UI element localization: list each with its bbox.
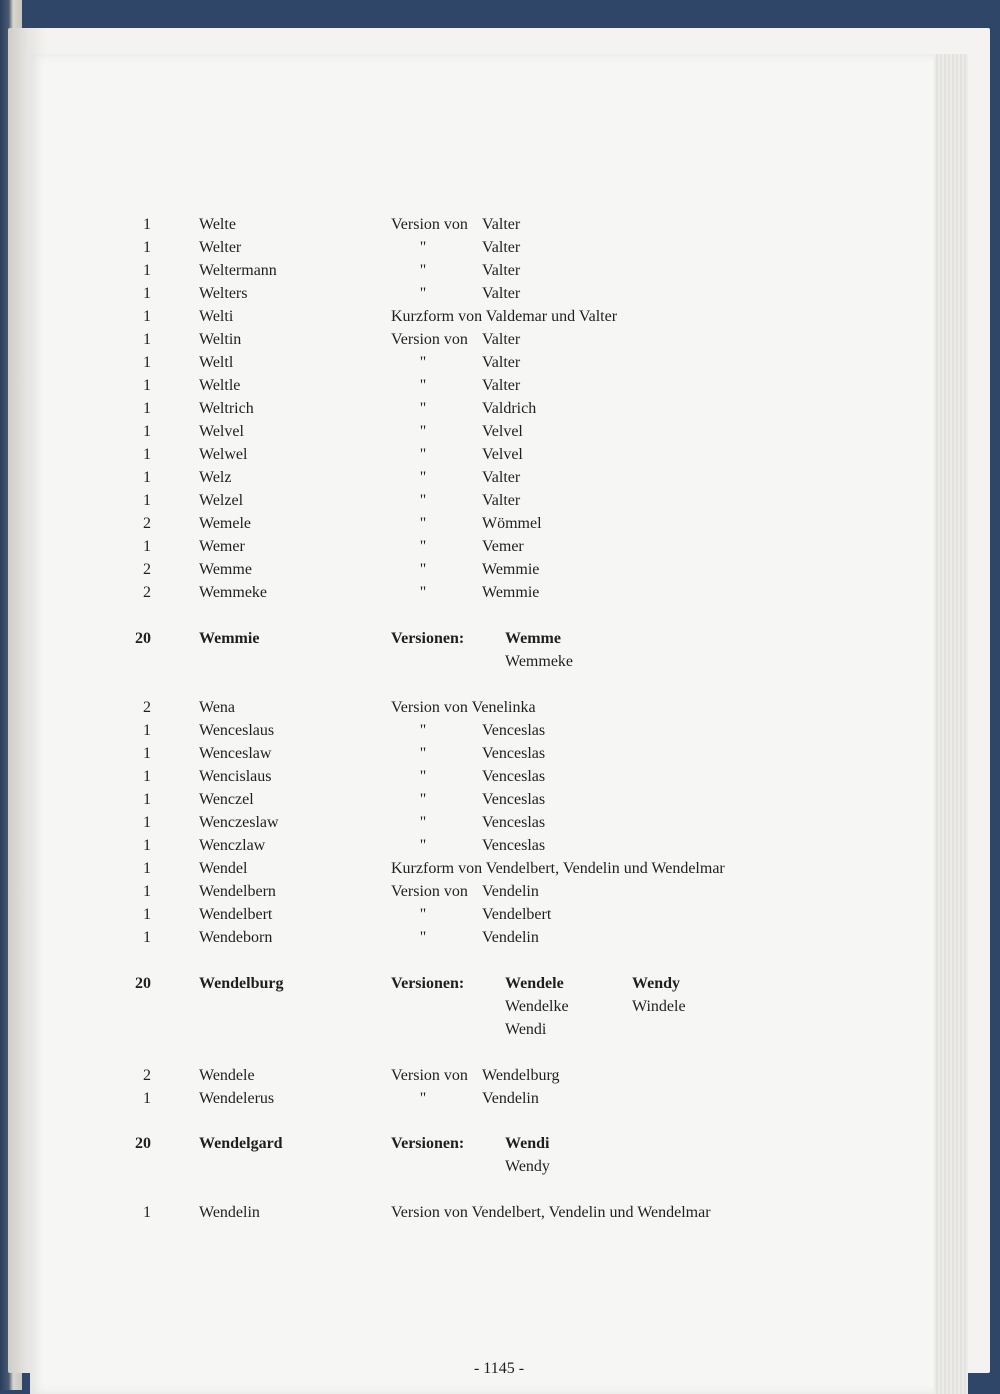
ditto-mark: " xyxy=(419,400,427,417)
entry-count: 2 xyxy=(143,1067,151,1084)
entry-description: Version von xyxy=(391,216,468,233)
entry-name: Welwel xyxy=(199,446,248,463)
entry-reference: Vemer xyxy=(482,538,524,555)
ditto-mark: " xyxy=(419,929,427,946)
entry-description: Version von Venelinka xyxy=(391,699,536,716)
entry-description: Kurzform von Valdemar und Valter xyxy=(391,308,618,325)
entry-reference: Velvel xyxy=(482,423,523,440)
entry-name: Wendelerus xyxy=(199,1090,275,1107)
entry-description: Version von xyxy=(391,883,468,900)
entry-reference: Valter xyxy=(482,239,521,256)
page-number: - 1145 - xyxy=(473,1360,525,1377)
entry-name: Wemmeke xyxy=(199,584,268,601)
entry-count: 1 xyxy=(143,929,151,946)
entry-count: 1 xyxy=(143,423,151,440)
entry-name: Wemme xyxy=(199,561,252,578)
entry-reference: Wendele xyxy=(505,975,564,992)
ditto-mark: " xyxy=(419,285,427,302)
entry-row xyxy=(30,627,930,650)
entry-row xyxy=(30,236,930,259)
ditto-mark: " xyxy=(419,561,427,578)
entry-reference: Valter xyxy=(482,354,521,371)
entry-count: 1 xyxy=(143,239,151,256)
ditto-mark: " xyxy=(419,722,427,739)
entry-count: 1 xyxy=(143,1090,151,1107)
entry-count: 20 xyxy=(135,630,151,647)
entry-row xyxy=(30,788,930,811)
page-edges xyxy=(934,54,968,1394)
entry-reference: Vendelbert xyxy=(482,906,552,923)
entry-count: 20 xyxy=(135,1135,151,1152)
entry-name: Wenczel xyxy=(199,791,254,808)
entry-count: 2 xyxy=(143,584,151,601)
entry-name: Wendelin xyxy=(199,1204,260,1221)
entry-row xyxy=(30,374,930,397)
entry-row xyxy=(30,1087,930,1110)
entry-row xyxy=(30,1064,930,1087)
entry-description: Version von Vendelbert, Vendelin und Wendelmar xyxy=(391,1204,711,1221)
entry-name: Weltermann xyxy=(199,262,277,279)
entry-reference: Wemmie xyxy=(482,584,540,601)
ditto-mark: " xyxy=(419,377,427,394)
entry-count: 20 xyxy=(135,975,151,992)
entry-count: 1 xyxy=(143,492,151,509)
entry-name: Wendelgard xyxy=(199,1135,283,1152)
entry-reference: Wömmel xyxy=(482,515,542,532)
entry-name: Wencislaus xyxy=(199,768,272,785)
entry-row xyxy=(30,995,930,1018)
book-page xyxy=(30,54,968,1394)
entry-count: 1 xyxy=(143,354,151,371)
entry-reference: Venceslas xyxy=(482,814,546,831)
entry-count: 1 xyxy=(143,791,151,808)
ditto-mark: " xyxy=(419,262,427,279)
entry-name: Wenceslaus xyxy=(199,722,275,739)
entry-row xyxy=(30,558,930,581)
ditto-mark: " xyxy=(419,446,427,463)
ditto-mark: " xyxy=(419,745,427,762)
entry-row xyxy=(30,305,930,328)
entry-description: Versionen: xyxy=(391,630,465,647)
ditto-mark: " xyxy=(419,837,427,854)
entry-reference-secondary: Windele xyxy=(632,998,686,1015)
entry-reference: Valdrich xyxy=(482,400,537,417)
entry-row xyxy=(30,1132,930,1155)
entry-name: Welz xyxy=(199,469,232,486)
entry-row xyxy=(30,489,930,512)
entry-name: Wendel xyxy=(199,860,248,877)
entry-name: Wendelburg xyxy=(199,975,284,992)
entry-row xyxy=(30,397,930,420)
entry-count: 2 xyxy=(143,561,151,578)
ditto-mark: " xyxy=(419,538,427,555)
ditto-mark: " xyxy=(419,906,427,923)
ditto-mark: " xyxy=(419,791,427,808)
entry-name: Wenczlaw xyxy=(199,837,266,854)
ditto-mark: " xyxy=(419,814,427,831)
entry-row xyxy=(30,811,930,834)
entry-count: 1 xyxy=(143,860,151,877)
entry-row xyxy=(30,581,930,604)
entry-row xyxy=(30,834,930,857)
entry-row xyxy=(30,765,930,788)
entry-name: Welters xyxy=(199,285,248,302)
entry-count: 1 xyxy=(143,906,151,923)
entry-name: Welti xyxy=(199,308,234,325)
entry-row xyxy=(30,213,930,236)
entry-reference: Valter xyxy=(482,216,521,233)
entry-name: Welzel xyxy=(199,492,244,509)
entry-row xyxy=(30,512,930,535)
entry-count: 1 xyxy=(143,722,151,739)
entry-name: Wendelbern xyxy=(199,883,276,900)
entry-row xyxy=(30,972,930,995)
entry-reference-secondary: Wendy xyxy=(632,975,681,992)
entry-reference: Vendelin xyxy=(482,883,539,900)
entry-reference: Valter xyxy=(482,377,521,394)
entry-name: Welter xyxy=(199,239,242,256)
page-stack xyxy=(8,28,990,1377)
ditto-mark: " xyxy=(419,584,427,601)
entry-count: 1 xyxy=(143,837,151,854)
entry-reference: Vendelin xyxy=(482,1090,539,1107)
entry-reference: Vendelin xyxy=(482,929,539,946)
entry-name: Weltl xyxy=(199,354,234,371)
entry-reference: Wemmeke xyxy=(505,653,574,670)
entry-count: 1 xyxy=(143,216,151,233)
entry-count: 1 xyxy=(143,538,151,555)
ditto-mark: " xyxy=(419,515,427,532)
entry-count: 1 xyxy=(143,377,151,394)
entry-row xyxy=(30,742,930,765)
entry-count: 1 xyxy=(143,262,151,279)
entry-reference: Venceslas xyxy=(482,745,546,762)
entry-reference: Valter xyxy=(482,469,521,486)
entry-row xyxy=(30,420,930,443)
ditto-mark: " xyxy=(419,1090,427,1107)
entry-count: 1 xyxy=(143,768,151,785)
entry-count: 1 xyxy=(143,469,151,486)
entry-row xyxy=(30,1201,930,1224)
entry-reference: Wendelburg xyxy=(482,1067,560,1084)
entry-reference: Venceslas xyxy=(482,791,546,808)
entry-count: 1 xyxy=(143,883,151,900)
entry-reference: Wemmie xyxy=(482,561,540,578)
entry-reference: Valter xyxy=(482,262,521,279)
entry-reference: Velvel xyxy=(482,446,523,463)
entry-row xyxy=(30,696,930,719)
entry-row xyxy=(30,328,930,351)
entry-description: Versionen: xyxy=(391,975,465,992)
entry-count: 1 xyxy=(143,400,151,417)
entry-name: Weltle xyxy=(199,377,241,394)
entry-reference: Wendy xyxy=(505,1158,550,1175)
ditto-mark: " xyxy=(419,469,427,486)
entry-row xyxy=(30,282,930,305)
entry-reference: Venceslas xyxy=(482,722,546,739)
entry-count: 1 xyxy=(143,745,151,762)
entry-reference: Wemme xyxy=(505,630,561,647)
ditto-mark: " xyxy=(419,354,427,371)
entry-name: Weltrich xyxy=(199,400,254,417)
entry-reference: Wendi xyxy=(505,1135,550,1152)
entry-count: 1 xyxy=(143,285,151,302)
entry-row xyxy=(30,1018,930,1041)
entry-reference: Venceslas xyxy=(482,837,546,854)
entry-row xyxy=(30,443,930,466)
entry-row xyxy=(30,719,930,742)
entry-name: Wendele xyxy=(199,1067,255,1084)
entry-row xyxy=(30,1155,930,1178)
entry-name: Wendeborn xyxy=(199,929,273,946)
ditto-mark: " xyxy=(419,492,427,509)
ditto-mark: " xyxy=(419,239,427,256)
ditto-mark: " xyxy=(419,423,427,440)
entry-row xyxy=(30,857,930,880)
entry-count: 2 xyxy=(143,699,151,716)
entry-name: Weltin xyxy=(199,331,242,348)
entry-description: Version von xyxy=(391,331,468,348)
entry-row xyxy=(30,903,930,926)
entry-count: 1 xyxy=(143,308,151,325)
entry-reference: Wendi xyxy=(505,1021,547,1038)
entry-name: Wemmie xyxy=(199,630,260,647)
entry-row xyxy=(30,926,930,949)
ditto-mark: " xyxy=(419,768,427,785)
entry-reference: Valter xyxy=(482,331,521,348)
entry-name: Wendelbert xyxy=(199,906,273,923)
entry-count: 1 xyxy=(143,446,151,463)
entry-name: Wenczeslaw xyxy=(199,814,279,831)
entry-row xyxy=(30,466,930,489)
entry-row xyxy=(30,351,930,374)
entry-count: 1 xyxy=(143,814,151,831)
entry-name: Wemele xyxy=(199,515,252,532)
entry-row xyxy=(30,535,930,558)
entry-row xyxy=(30,880,930,903)
entry-name: Welte xyxy=(199,216,236,233)
entry-count: 1 xyxy=(143,1204,151,1221)
entry-description: Kurzform von Vendelbert, Vendelin und Wendelmar xyxy=(391,860,725,877)
entry-reference: Valter xyxy=(482,285,521,302)
entry-reference: Wendelke xyxy=(505,998,569,1015)
entry-row xyxy=(30,650,930,673)
entry-row xyxy=(30,259,930,282)
entry-description: Versionen: xyxy=(391,1135,465,1152)
entry-reference: Valter xyxy=(482,492,521,509)
entry-name: Wena xyxy=(199,699,236,716)
entry-count: 2 xyxy=(143,515,151,532)
entry-name: Wemer xyxy=(199,538,245,555)
entry-description: Version von xyxy=(391,1067,468,1084)
entry-count: 1 xyxy=(143,331,151,348)
entry-name: Welvel xyxy=(199,423,244,440)
entry-reference: Venceslas xyxy=(482,768,546,785)
entry-name: Wenceslaw xyxy=(199,745,272,762)
